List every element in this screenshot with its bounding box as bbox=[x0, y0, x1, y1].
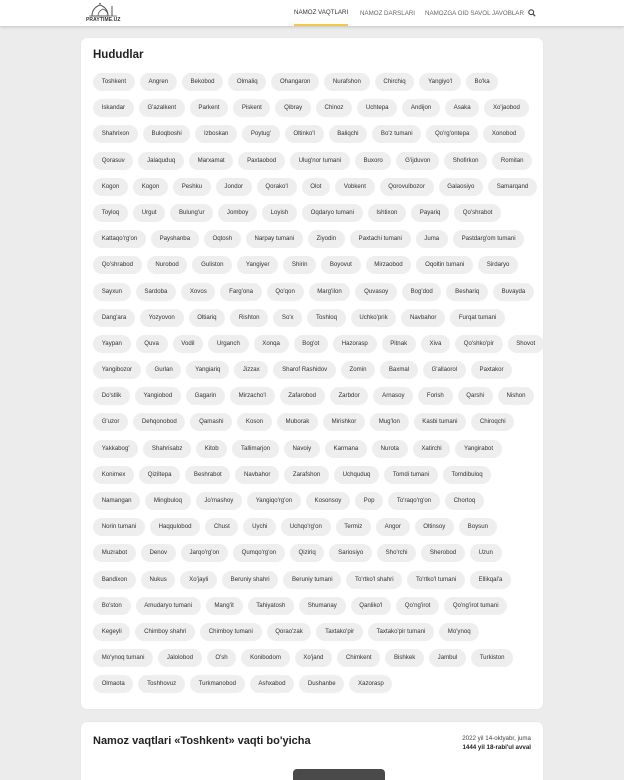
region-chip[interactable]: Xonqa bbox=[254, 335, 289, 353]
region-chip[interactable]: O'sh bbox=[207, 649, 237, 667]
region-chip[interactable]: G'ijduvon bbox=[396, 152, 439, 170]
region-chip[interactable]: Turkmanobod bbox=[190, 675, 245, 693]
region-chip[interactable]: Haqqulobod bbox=[150, 518, 200, 536]
region-chip[interactable]: Zarbdor bbox=[330, 387, 369, 405]
region-chip-row bbox=[93, 387, 533, 405]
nav-namoz-darslari[interactable]: NAMOZ DARSLARI bbox=[360, 10, 416, 17]
region-chip[interactable]: Buloqboshi bbox=[143, 125, 191, 143]
region-chip[interactable]: Yangirabot bbox=[455, 440, 501, 458]
region-chip[interactable]: Yozyovon bbox=[140, 309, 184, 327]
region-chip[interactable]: Bo'ka bbox=[466, 73, 498, 91]
region-chip[interactable]: Sariosiyo bbox=[329, 544, 371, 562]
region-chip[interactable]: Buxoro bbox=[355, 152, 392, 170]
search-icon[interactable] bbox=[528, 9, 536, 17]
region-chip[interactable]: Chust bbox=[205, 518, 238, 536]
region-chip[interactable]: Mirishkor bbox=[323, 413, 365, 431]
region-chip[interactable]: Qibray bbox=[275, 99, 310, 117]
region-chip[interactable]: Kasbi tumani bbox=[414, 413, 467, 431]
region-chip-row bbox=[93, 256, 533, 274]
region-chip[interactable]: Marxamat bbox=[189, 152, 233, 170]
region-chip[interactable]: Rishton bbox=[230, 309, 268, 327]
region-chip-row bbox=[93, 125, 533, 143]
region-chip[interactable]: Sherobod bbox=[421, 544, 465, 562]
region-chip[interactable]: Qumqo'rg'on bbox=[233, 544, 285, 562]
region-chip[interactable]: Bog'ot bbox=[294, 335, 328, 353]
region-chip[interactable]: Pastdarg'om tumani bbox=[453, 230, 524, 248]
region-chip[interactable]: Chimboy tumani bbox=[200, 623, 261, 641]
region-chip[interactable]: Boyovut bbox=[321, 256, 360, 274]
region-chip[interactable]: Xo'jand bbox=[295, 649, 333, 667]
region-chip[interactable]: Farg'ona bbox=[220, 283, 261, 301]
region-chip[interactable]: Termiz bbox=[336, 518, 371, 536]
region-chip[interactable]: Kogon bbox=[133, 178, 168, 196]
region-chip[interactable]: Quvasoy bbox=[355, 283, 396, 301]
region-chip[interactable]: Baliqchi bbox=[329, 125, 368, 143]
region-chip[interactable]: Iskandar bbox=[93, 99, 134, 117]
region-chip[interactable]: Jambul bbox=[429, 649, 466, 667]
region-chip[interactable]: To'rtko'l shahri bbox=[346, 571, 402, 589]
logo-text: PRAYTIME.UZ bbox=[86, 17, 121, 23]
region-chip[interactable]: Qo'shrabod bbox=[93, 256, 142, 274]
region-chip[interactable]: Qorovulbozor bbox=[380, 178, 434, 196]
region-chip[interactable]: Qorao'zak bbox=[267, 623, 312, 641]
region-chip[interactable]: Yangiyer bbox=[237, 256, 278, 274]
region-chip[interactable]: Muzrabot bbox=[93, 544, 136, 562]
region-chip-row bbox=[93, 309, 533, 327]
region-chip[interactable]: Ziyodin bbox=[308, 230, 345, 248]
region-chip[interactable]: Loyish bbox=[262, 204, 297, 222]
region-chip[interactable]: Pitnak bbox=[382, 335, 416, 353]
region-chip[interactable]: Zomin bbox=[341, 361, 375, 379]
region-chip[interactable]: Samarqand bbox=[488, 178, 537, 196]
region-chip[interactable]: Urgut bbox=[133, 204, 165, 222]
region-chip[interactable]: Qorasuv bbox=[93, 152, 133, 170]
region-chip[interactable]: Shofirkon bbox=[444, 152, 487, 170]
region-chip[interactable]: Xiva bbox=[421, 335, 450, 353]
region-chip-row bbox=[93, 571, 533, 589]
regions-title: Hududlar bbox=[93, 49, 144, 61]
nav-namoz-vaqtlari[interactable]: NAMOZ VAQTLARI bbox=[294, 0, 348, 26]
region-chip-row bbox=[93, 335, 536, 353]
region-chip[interactable]: Galaosiyo bbox=[439, 178, 483, 196]
region-chip[interactable]: Marg'ilon bbox=[309, 283, 351, 301]
region-chip[interactable]: Zafarobod bbox=[280, 387, 325, 405]
region-chip[interactable]: Furqat tumani bbox=[450, 309, 505, 327]
prayer-times-card bbox=[81, 722, 543, 780]
region-chip[interactable]: Bandixon bbox=[93, 571, 136, 589]
region-chip-row bbox=[93, 230, 533, 248]
region-chip[interactable]: Angor bbox=[376, 518, 410, 536]
region-chip[interactable]: Uzun bbox=[470, 544, 502, 562]
region-chip[interactable]: Vobkent bbox=[335, 178, 374, 196]
region-chip[interactable]: Nurota bbox=[372, 440, 408, 458]
region-chip[interactable]: Payshanba bbox=[151, 230, 199, 248]
region-chip[interactable]: Navbahor bbox=[401, 309, 445, 327]
region-chip[interactable]: Uchko'prik bbox=[351, 309, 397, 327]
region-chip[interactable]: Xatirchi bbox=[413, 440, 451, 458]
region-chip[interactable]: Urganch bbox=[208, 335, 248, 353]
region-chip[interactable]: Shahrixon bbox=[93, 125, 138, 143]
region-chip[interactable]: Angren bbox=[140, 73, 177, 91]
region-chip[interactable]: Oqoltin tumani bbox=[416, 256, 473, 274]
region-chip-row bbox=[93, 649, 533, 667]
region-chip[interactable]: Mo'ynoq tumani bbox=[93, 649, 153, 667]
region-chip-row bbox=[93, 152, 533, 170]
region-chip-row bbox=[93, 675, 533, 693]
region-chip[interactable]: Mang'it bbox=[206, 597, 243, 615]
region-chip[interactable]: Qo'shko'pir bbox=[455, 335, 502, 353]
region-chip[interactable]: Olmaliq bbox=[228, 73, 266, 91]
region-chip[interactable]: Oqdaryo tumani bbox=[302, 204, 363, 222]
region-chip[interactable]: Bo'ston bbox=[93, 597, 131, 615]
region-chip[interactable]: Mirzacho'l bbox=[230, 387, 275, 405]
region-chip[interactable]: Jarqo'rg'on bbox=[181, 544, 228, 562]
region-chip[interactable]: Arnasoy bbox=[373, 387, 413, 405]
region-chip[interactable]: Ellikqal'a bbox=[470, 571, 511, 589]
region-chip[interactable]: Hazorasp bbox=[333, 335, 376, 353]
prayer-time-block bbox=[293, 769, 385, 780]
region-chip[interactable]: Nishon bbox=[498, 387, 534, 405]
region-chip[interactable]: Vodil bbox=[173, 335, 204, 353]
region-chip[interactable]: Shahrisabz bbox=[143, 440, 191, 458]
region-chip[interactable]: G'azalkent bbox=[139, 99, 185, 117]
region-chip[interactable]: Tallimarjon bbox=[232, 440, 279, 458]
region-chip[interactable]: Quva bbox=[136, 335, 168, 353]
region-chip[interactable]: Chortoq bbox=[445, 492, 484, 510]
region-chip-row bbox=[93, 178, 533, 196]
region-chip[interactable]: To'rtko'l tumani bbox=[407, 571, 465, 589]
site-logo[interactable] bbox=[86, 2, 120, 24]
region-chip[interactable]: Xazorasp bbox=[349, 675, 392, 693]
region-chip[interactable]: Oltinsoy bbox=[415, 518, 454, 536]
region-chip[interactable]: Jondor bbox=[216, 178, 252, 196]
region-chip[interactable]: Oltinko'l bbox=[285, 125, 324, 143]
region-chip-row bbox=[93, 440, 533, 458]
region-chip-row bbox=[93, 518, 533, 536]
region-chip[interactable]: Nurafshon bbox=[324, 73, 370, 91]
region-chip[interactable]: Kogon bbox=[93, 178, 128, 196]
region-chip[interactable]: Taxtako'pir bbox=[316, 623, 362, 641]
region-chip[interactable]: Ashxabod bbox=[250, 675, 294, 693]
region-chip[interactable]: Nurobod bbox=[147, 256, 188, 274]
region-chip[interactable]: Sharof Rashidov bbox=[273, 361, 335, 379]
region-chip[interactable]: Andijon bbox=[402, 99, 440, 117]
region-chip[interactable]: Qorako'l bbox=[257, 178, 297, 196]
region-chip[interactable]: Konimex bbox=[93, 466, 134, 484]
region-chip-list bbox=[93, 73, 536, 702]
region-chip[interactable]: Qiziriq bbox=[290, 544, 325, 562]
region-chip[interactable]: Ohangaron bbox=[271, 73, 319, 91]
region-chip[interactable]: Navbahor bbox=[235, 466, 279, 484]
region-chip[interactable]: Amudaryo tumani bbox=[136, 597, 201, 615]
region-chip[interactable]: G'allaorol bbox=[423, 361, 466, 379]
region-chip[interactable]: Uchtepa bbox=[357, 99, 397, 117]
region-chip[interactable]: Qo'ng'irot bbox=[396, 597, 439, 615]
region-chip[interactable]: Beshariq bbox=[446, 283, 487, 301]
region-chip[interactable]: Yakkabog' bbox=[93, 440, 138, 458]
region-chip[interactable]: Yangiariq bbox=[186, 361, 229, 379]
region-chip[interactable]: Xonobod bbox=[483, 125, 525, 143]
region-chip[interactable]: Karmana bbox=[325, 440, 367, 458]
region-chip[interactable]: Kosonsoy bbox=[306, 492, 350, 510]
region-chip[interactable]: Chirchiq bbox=[375, 73, 415, 91]
region-chip-row bbox=[93, 597, 533, 615]
region-chip-row bbox=[93, 466, 533, 484]
region-chip[interactable]: Jomboy bbox=[218, 204, 257, 222]
region-chip[interactable]: Yangibozor bbox=[93, 361, 141, 379]
region-chip[interactable]: Denov bbox=[141, 544, 176, 562]
region-chip[interactable]: Tomdibuloq bbox=[443, 466, 492, 484]
region-chip[interactable]: Xo'jayli bbox=[180, 571, 217, 589]
region-chip[interactable]: Parkent bbox=[190, 99, 228, 117]
region-chip-row bbox=[93, 204, 533, 222]
region-chip[interactable]: Chimboy shahri bbox=[135, 623, 195, 641]
region-chip[interactable]: Sardoba bbox=[136, 283, 176, 301]
region-chip[interactable]: Asaka bbox=[445, 99, 479, 117]
region-chip[interactable]: Oltiariq bbox=[189, 309, 226, 327]
region-chip[interactable]: Yangiqo'rg'on bbox=[247, 492, 301, 510]
region-chip[interactable]: Kattaqo'rg'on bbox=[93, 230, 146, 248]
region-chip[interactable]: To'raqo'rg'on bbox=[388, 492, 440, 510]
region-chip[interactable]: Gagarin bbox=[186, 387, 225, 405]
prayer-times-title: Namoz vaqtlari «Toshkent» vaqti bo'yicha bbox=[93, 735, 311, 747]
region-chip[interactable]: Toshkent bbox=[93, 73, 135, 91]
hijri-date: 1444 yil 18-rabi'ul avval bbox=[462, 744, 531, 751]
region-chip[interactable]: Izboskan bbox=[195, 125, 237, 143]
region-chip[interactable]: Mug'lon bbox=[370, 413, 409, 431]
region-chip-row bbox=[93, 544, 533, 562]
region-chip[interactable]: Bog'dod bbox=[402, 283, 442, 301]
region-chip[interactable]: Dehqonobod bbox=[133, 413, 185, 431]
region-chip[interactable]: Beshrabot bbox=[185, 466, 230, 484]
region-chip[interactable]: Shovot bbox=[508, 335, 544, 353]
region-chip[interactable]: Shirin bbox=[283, 256, 316, 274]
region-chip[interactable]: Chinoz bbox=[316, 99, 352, 117]
region-chip[interactable]: Mirzaobod bbox=[366, 256, 412, 274]
nav-savol-javoblar[interactable]: NAMOZGA OID SAVOL JAVOBLAR bbox=[425, 10, 524, 17]
region-chip[interactable]: Qo'ng'irot tumani bbox=[444, 597, 507, 615]
region-chip[interactable]: Forish bbox=[418, 387, 452, 405]
region-chip-row bbox=[93, 283, 533, 301]
region-chip[interactable]: Sayxun bbox=[93, 283, 131, 301]
region-chip-row bbox=[93, 99, 533, 117]
region-chip[interactable]: Mingbuloq bbox=[145, 492, 191, 510]
region-chip[interactable]: Sirdaryo bbox=[478, 256, 518, 274]
region-chip[interactable]: Bishkek bbox=[385, 649, 424, 667]
region-chip[interactable]: Jizzax bbox=[234, 361, 268, 379]
mosque-logo-icon bbox=[86, 2, 120, 18]
region-chip[interactable]: Qo'shrabot bbox=[454, 204, 501, 222]
region-chip[interactable]: Poytug' bbox=[242, 125, 280, 143]
region-chip[interactable]: Qo'qon bbox=[267, 283, 304, 301]
region-chip[interactable]: Buvayda bbox=[493, 283, 534, 301]
region-chip[interactable]: Yangiyo'l bbox=[419, 73, 460, 91]
region-chip[interactable]: Paxtakor bbox=[471, 361, 512, 379]
region-chip-row bbox=[93, 73, 533, 91]
region-chip[interactable]: Beruniy shahri bbox=[222, 571, 278, 589]
region-chip[interactable]: Shumanay bbox=[299, 597, 346, 615]
region-chip[interactable]: Paxtachi tumani bbox=[350, 230, 411, 248]
region-chip[interactable]: Bekobod bbox=[182, 73, 223, 91]
region-chip[interactable]: Jalaquduq bbox=[138, 152, 184, 170]
region-chip[interactable]: Toshloq bbox=[307, 309, 345, 327]
region-chip[interactable]: Uchquduq bbox=[334, 466, 379, 484]
top-navbar bbox=[0, 0, 624, 26]
region-chip[interactable]: Ulug'nor tumani bbox=[290, 152, 350, 170]
region-chip[interactable]: Qiziltepa bbox=[139, 466, 180, 484]
region-chip[interactable]: Dushanbe bbox=[299, 675, 344, 693]
region-chip[interactable]: Qo'rg'ontepa bbox=[426, 125, 478, 143]
region-chip[interactable]: Muborak bbox=[277, 413, 318, 431]
region-chip[interactable]: Uchqo'rg'on bbox=[281, 518, 331, 536]
region-chip[interactable]: Peshku bbox=[173, 178, 211, 196]
region-chip[interactable]: Ishtixon bbox=[368, 204, 406, 222]
regions-card bbox=[81, 38, 543, 709]
region-chip[interactable]: Narpay tumani bbox=[246, 230, 303, 248]
region-chip[interactable]: Koson bbox=[237, 413, 272, 431]
region-chip[interactable]: Qamashi bbox=[190, 413, 232, 431]
region-chip[interactable]: Juma bbox=[416, 230, 448, 248]
region-chip[interactable]: G'uzor bbox=[93, 413, 128, 431]
region-chip[interactable]: Olmaota bbox=[93, 675, 133, 693]
region-chip[interactable]: Payariq bbox=[411, 204, 449, 222]
region-chip[interactable]: So'x bbox=[273, 309, 302, 327]
region-chip[interactable]: Mo'ynoq bbox=[439, 623, 479, 641]
region-chip[interactable]: Pop bbox=[355, 492, 383, 510]
region-chip[interactable]: Romitan bbox=[492, 152, 532, 170]
region-chip-row bbox=[93, 413, 533, 431]
region-chip[interactable]: Gurlan bbox=[146, 361, 182, 379]
region-chip[interactable]: Toshhovuz bbox=[138, 675, 185, 693]
region-chip[interactable]: Nukus bbox=[141, 571, 176, 589]
region-chip[interactable]: Taxtako'pir tumani bbox=[368, 623, 434, 641]
region-chip[interactable]: Bulung'ur bbox=[170, 204, 213, 222]
region-chip[interactable]: Bo'z tumani bbox=[372, 125, 421, 143]
region-chip[interactable]: Jalolobod bbox=[158, 649, 201, 667]
region-chip[interactable]: Tahiyatosh bbox=[248, 597, 295, 615]
region-chip[interactable]: Kegeyli bbox=[93, 623, 130, 641]
gregorian-date: 2022 yil 14-oktyabr, juma bbox=[462, 735, 531, 742]
region-chip[interactable]: Navoiy bbox=[284, 440, 320, 458]
region-chip[interactable]: Qanliko'l bbox=[351, 597, 392, 615]
region-chip[interactable]: Boysun bbox=[459, 518, 497, 536]
region-chip[interactable]: Yaypan bbox=[93, 335, 131, 353]
region-chip[interactable]: Oqtosh bbox=[204, 230, 241, 248]
region-chip[interactable]: Uychi bbox=[243, 518, 276, 536]
region-chip-row bbox=[93, 623, 533, 641]
region-chip[interactable]: Toyloq bbox=[93, 204, 128, 222]
region-chip[interactable]: Piskent bbox=[233, 99, 270, 117]
region-chip[interactable]: Paxtaobod bbox=[238, 152, 285, 170]
region-chip-row bbox=[93, 361, 533, 379]
region-chip[interactable]: Yangiobod bbox=[135, 387, 181, 405]
region-chip[interactable]: Xovos bbox=[181, 283, 215, 301]
region-chip[interactable]: Baxmal bbox=[380, 361, 418, 379]
region-chip[interactable]: Jo'mashoy bbox=[196, 492, 242, 510]
region-chip[interactable]: Guliston bbox=[192, 256, 232, 274]
region-chip[interactable]: Xo'jaobod bbox=[484, 99, 528, 117]
region-chip[interactable]: Qarshi bbox=[458, 387, 493, 405]
region-chip[interactable]: Norin tumani bbox=[93, 518, 145, 536]
region-chip[interactable]: Turkiston bbox=[471, 649, 513, 667]
region-chip[interactable]: Konibodom bbox=[241, 649, 289, 667]
region-chip[interactable]: Dang'ara bbox=[93, 309, 135, 327]
region-chip[interactable]: Chiroqchi bbox=[471, 413, 514, 431]
region-chip[interactable]: Zarafshon bbox=[284, 466, 329, 484]
region-chip[interactable]: Sho'rchi bbox=[377, 544, 416, 562]
region-chip-row bbox=[93, 492, 533, 510]
region-chip[interactable]: Kitob bbox=[196, 440, 227, 458]
region-chip[interactable]: Tomdi tumani bbox=[384, 466, 438, 484]
region-chip[interactable]: Chimkent bbox=[337, 649, 380, 667]
region-chip[interactable]: Beruniy tumani bbox=[283, 571, 341, 589]
region-chip[interactable]: Olot bbox=[302, 178, 331, 196]
region-chip[interactable]: Do'stlik bbox=[93, 387, 130, 405]
region-chip[interactable]: Namangan bbox=[93, 492, 140, 510]
